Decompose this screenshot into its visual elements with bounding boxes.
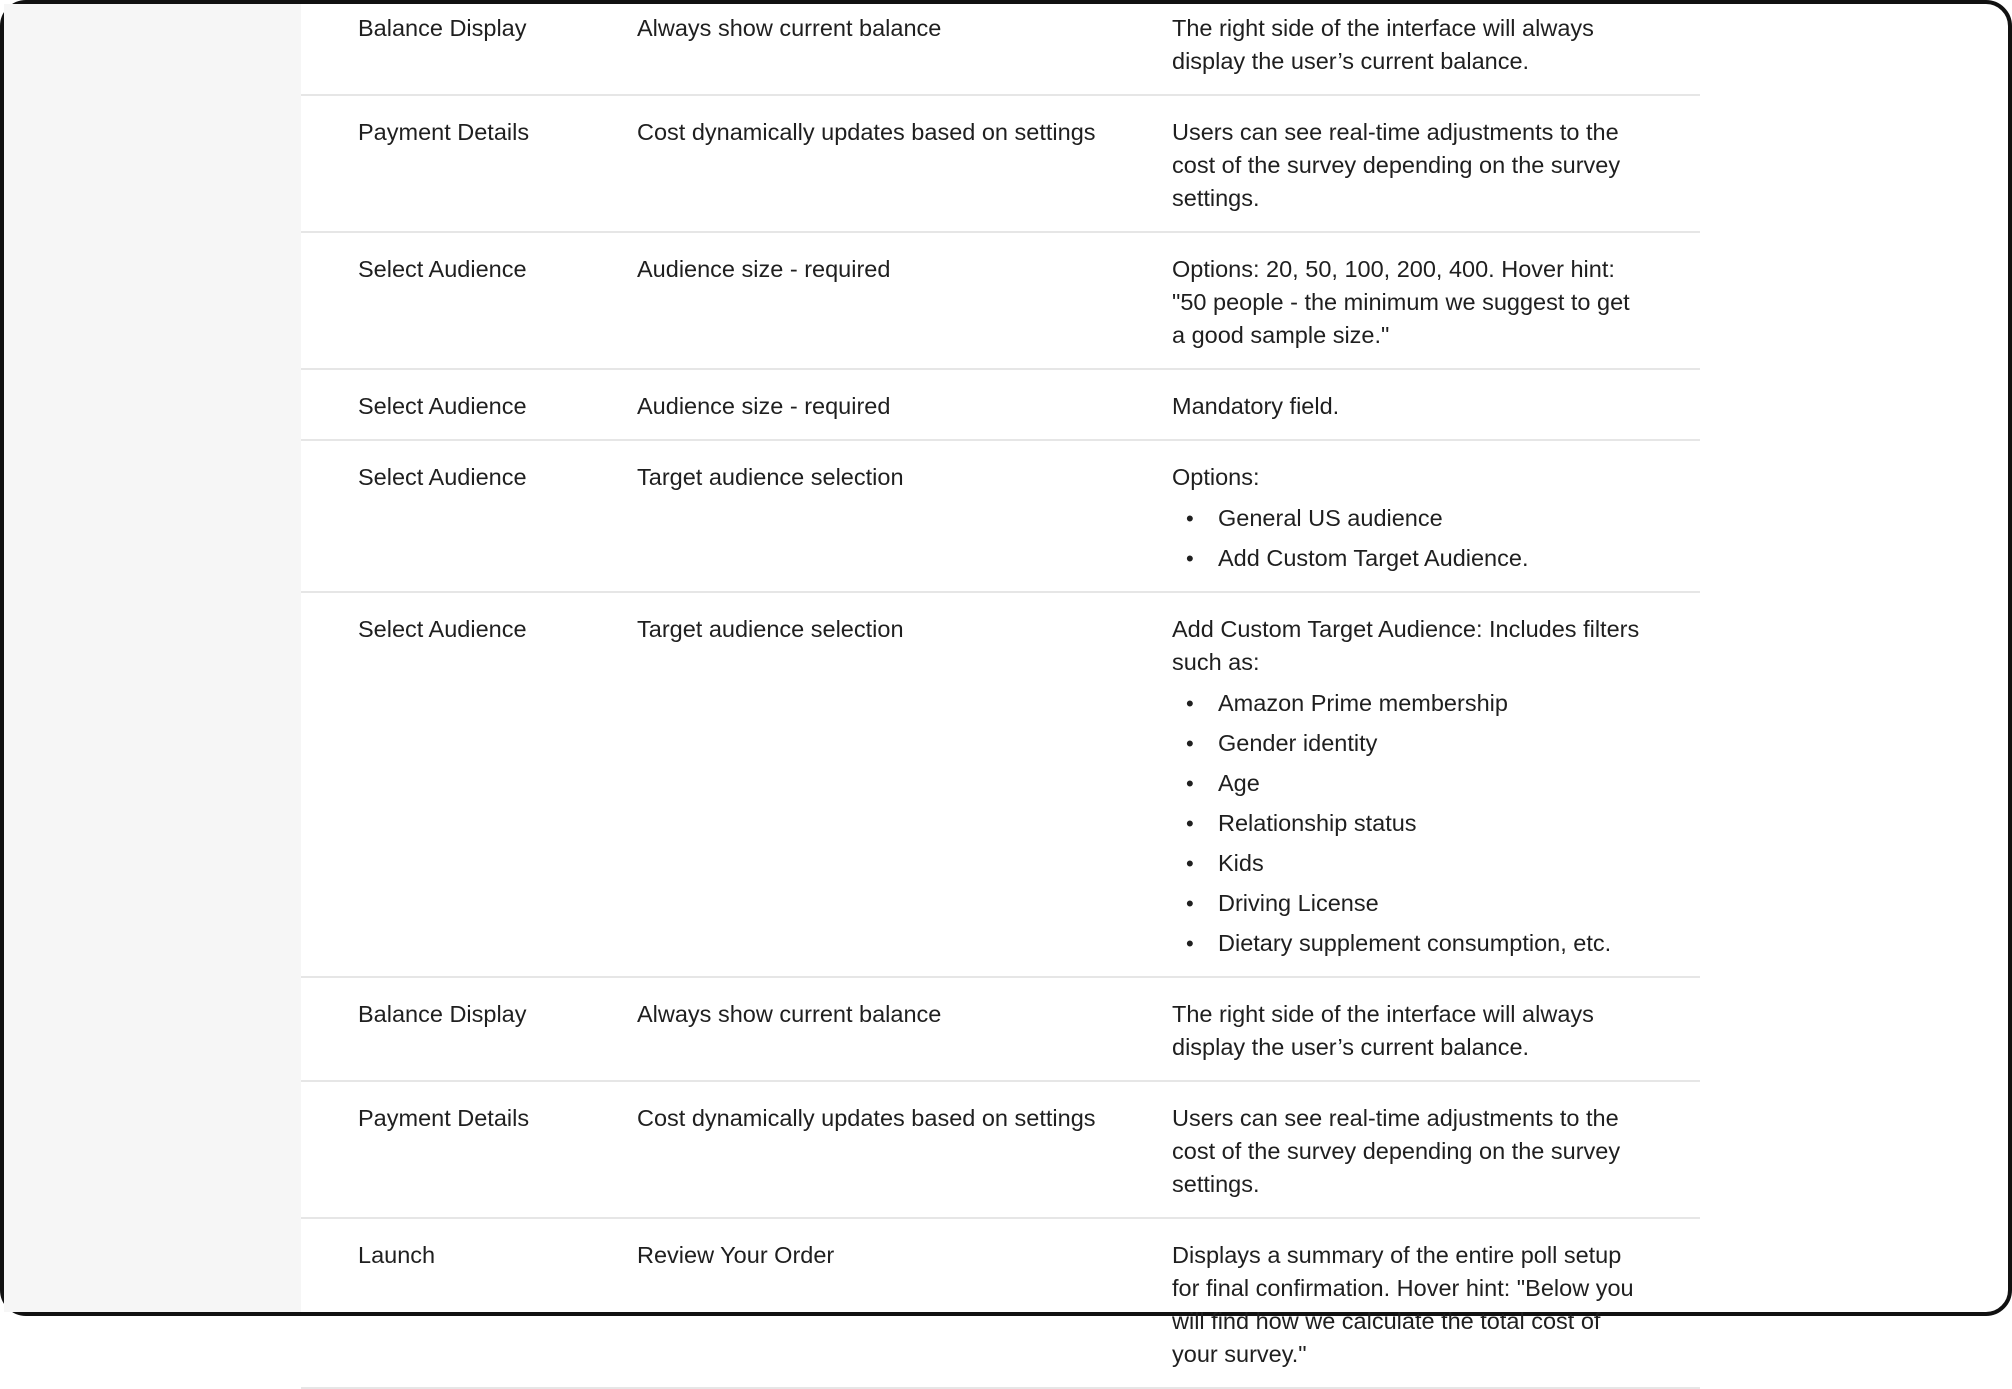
- description-text: Mandatory field.: [1172, 393, 1340, 419]
- description-text: Users can see real-time adjustments to the cost of the survey depending on the survey settings.: [1172, 119, 1621, 211]
- feature-cell: Audience size - required: [637, 393, 891, 419]
- table-row: [301, 1219, 1700, 1389]
- feature-cell: Review Your Order: [637, 1242, 835, 1268]
- section-cell: Balance Display: [358, 1001, 527, 1027]
- table-row: [301, 233, 1700, 370]
- section-cell: Select Audience: [358, 256, 527, 282]
- document-content: [301, 4, 2008, 1367]
- section-cell: Payment Details: [358, 1105, 530, 1131]
- description-text: Add Custom Target Audience: Includes filters such as:: [1172, 616, 1640, 675]
- section-cell: Balance Display: [358, 15, 527, 41]
- spec-table: [301, 0, 1700, 1389]
- description-cell: [1172, 613, 1642, 960]
- sidebar: [4, 4, 301, 1312]
- description-text: Displays a summary of the entire poll setup for final confirmation. Hover hint: "Below you will find how we calculate the total cost of your survey.": [1172, 1242, 1634, 1367]
- feature-cell: Cost dynamically updates based on settings: [637, 1105, 1096, 1131]
- table-row: [301, 96, 1700, 233]
- list-item: • Gender identity: [1172, 727, 1642, 760]
- list-item: • Driving License: [1172, 887, 1642, 920]
- table-row: [301, 370, 1700, 441]
- list-item: • Dietary supplement consumption, etc.: [1172, 927, 1642, 960]
- section-cell: Select Audience: [358, 464, 527, 490]
- table-row: [301, 978, 1700, 1082]
- feature-cell: Cost dynamically updates based on settings: [637, 119, 1096, 145]
- section-cell: Payment Details: [358, 119, 530, 145]
- description-cell: [1172, 461, 1642, 575]
- list-item: • Age: [1172, 767, 1642, 800]
- description-text: Users can see real-time adjustments to the cost of the survey depending on the survey settings.: [1172, 1105, 1621, 1197]
- section-cell: Launch: [358, 1242, 436, 1268]
- section-cell: Select Audience: [358, 393, 527, 419]
- description-cell: [1172, 253, 1642, 352]
- list-item: • General US audience: [1172, 502, 1642, 535]
- description-text: Options:: [1172, 464, 1260, 490]
- table-row: [301, 1082, 1700, 1219]
- bullet-list: [1172, 502, 1642, 575]
- list-item: • Add Custom Target Audience.: [1172, 542, 1642, 575]
- list-item: • Kids: [1172, 847, 1642, 880]
- table-row: [301, 0, 1700, 96]
- bullet-list: [1172, 687, 1642, 960]
- list-item: • Amazon Prime membership: [1172, 687, 1642, 720]
- section-cell: Select Audience: [358, 616, 527, 642]
- description-text: The right side of the interface will always display the user’s current balance.: [1172, 1001, 1594, 1060]
- description-cell: [1172, 1102, 1642, 1201]
- feature-cell: Always show current balance: [637, 1001, 942, 1027]
- description-cell: [1172, 998, 1642, 1064]
- list-item: • Relationship status: [1172, 807, 1642, 840]
- feature-cell: Target audience selection: [637, 464, 904, 490]
- feature-cell: Audience size - required: [637, 256, 891, 282]
- feature-cell: Always show current balance: [637, 15, 942, 41]
- description-cell: [1172, 1239, 1642, 1371]
- description-text: The right side of the interface will always display the user’s current balance.: [1172, 15, 1594, 74]
- table-row: [301, 593, 1700, 978]
- description-cell: [1172, 390, 1642, 423]
- description-cell: [1172, 12, 1642, 78]
- feature-cell: Target audience selection: [637, 616, 904, 642]
- table-row: [301, 441, 1700, 593]
- description-text: Options: 20, 50, 100, 200, 400. Hover hint: "50 people - the minimum we suggest to get a good sample size.": [1172, 256, 1630, 348]
- description-cell: [1172, 116, 1642, 215]
